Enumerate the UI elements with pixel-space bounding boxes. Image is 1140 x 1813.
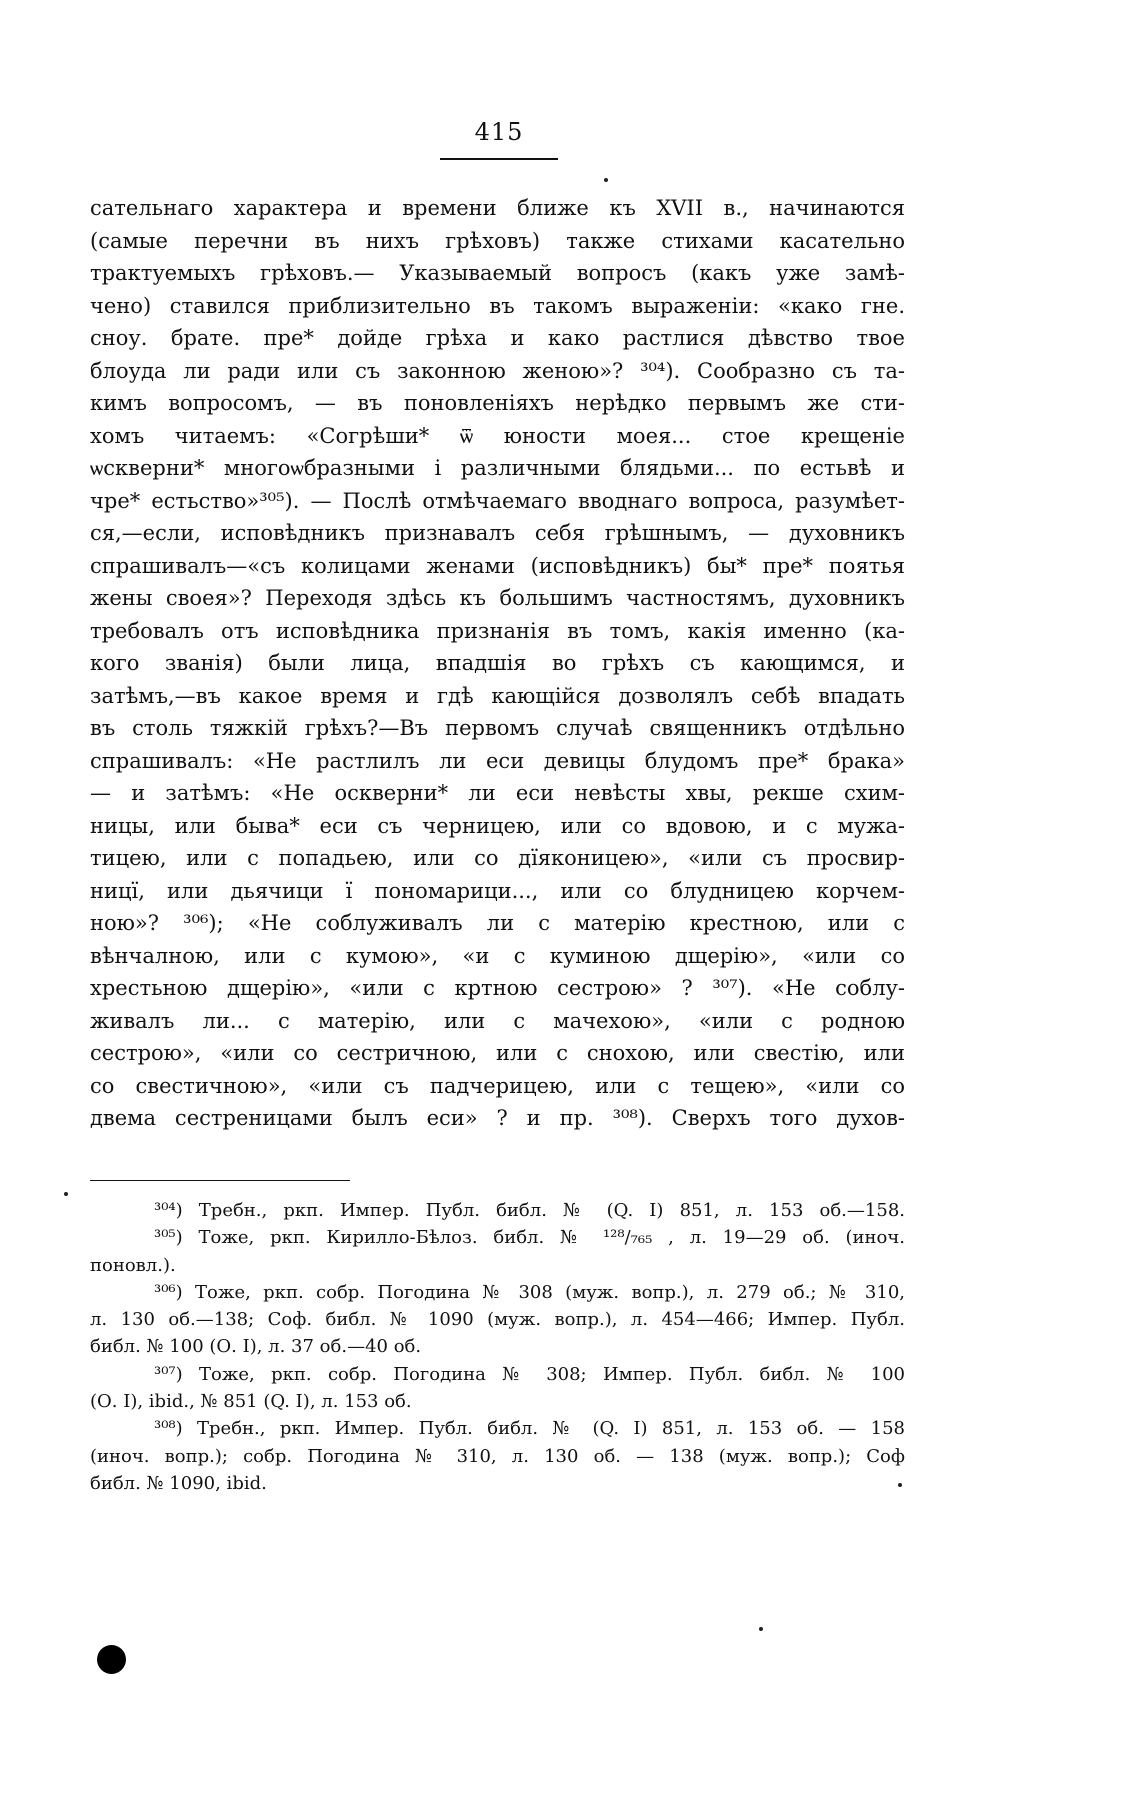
page-number: 415 xyxy=(474,118,524,146)
text-line: жены своея»? Переходя здѣсь къ большимъ частностямъ, духовникъ xyxy=(90,586,905,610)
footnote-line: ³⁰⁷) Тоже, ркп. собр. Погодина № 308; Импер. Публ. библ. № 100 xyxy=(154,1363,905,1385)
text-line: (самые перечни въ нихъ грѣховъ) также стихами касательно xyxy=(90,228,905,253)
text-line: требовалъ отъ исповѣдника признанія въ томъ, какія именно (ка- xyxy=(90,618,905,643)
footnote-line: ³⁰⁶) Тоже, ркп. собр. Погодина № 308 (муж. вопр.), л. 279 об.; № 310, xyxy=(154,1281,905,1303)
footnote-line: ³⁰⁵) Тоже, ркп. Кирилло-Бѣлоз. библ. № ¹²⁸/₇₆₅ , л. 19—29 об. (иноч. xyxy=(154,1227,905,1249)
text-line: ницы, или быва* еси съ черницею, или со вдовою, и с мужа- xyxy=(90,813,905,838)
text-line: ницї, или дьячици ї пономарици..., или со блудницею корчем- xyxy=(90,878,905,903)
text-line: ною»? ³⁰⁶); «Не соблуживалъ ли с матерію крестною, или с xyxy=(90,911,905,935)
footnote-line: библ. № 1090, ibid. xyxy=(90,1472,267,1494)
text-line: спрашивалъ: «Не растлилъ ли еси девицы блудомъ пре* брака» xyxy=(90,748,905,773)
text-line: ся,—если, исповѣдникъ признавалъ себя грѣшнымъ, — духовникъ xyxy=(90,521,905,545)
text-line: спрашивалъ—«съ колицами женами (исповѣдникъ) бы* пре* поятья xyxy=(90,553,905,578)
footnote-line: библ. № 100 (О. I), л. 37 об.—40 об. xyxy=(90,1336,422,1358)
footnote-line: (иноч. вопр.); собр. Погодина № 310, л. 130 об. — 138 (муж. вопр.); Соф xyxy=(90,1445,905,1467)
footnotes xyxy=(90,1197,905,1497)
ink-speck xyxy=(759,1627,763,1631)
text-line: чено) ставился приблизительно въ такомъ выраженіи: «како гне. xyxy=(90,293,905,318)
ink-speck xyxy=(604,178,608,182)
text-line: ѡскверни* многоѡбразными і различными блядьми... по естьвѣ и xyxy=(90,456,905,480)
text-line: кого званія) были лица, впадшія во грѣхъ съ кающимся, и xyxy=(90,651,905,675)
text-line: вѣнчалною, или с кумою», «и с куминою дщерію», «или со xyxy=(90,943,905,968)
text-line: чре* естьство»³⁰⁵). — Послѣ отмѣчаемаго вводнаго вопроса, разумѣет- xyxy=(90,488,905,513)
text-line: трактуемыхъ грѣховъ.— Указываемый вопросъ (какъ уже замѣ- xyxy=(90,261,905,285)
text-line: тицею, или с попадьею, или со дїяконицею», «или съ просвир- xyxy=(90,846,905,870)
text-line: со свестичною», «или съ падчерицею, или с тещею», «или со xyxy=(90,1073,905,1098)
text-line: сестрою», «или со сестричною, или с снохою, или свестію, или xyxy=(90,1041,905,1065)
page-number-underline xyxy=(440,158,558,160)
text-line: хомъ читаемъ: «Согрѣши* ѿ юности моея... стое крещеніе xyxy=(90,423,905,448)
text-line: въ столь тяжкій грѣхъ?—Въ первомъ случаѣ священникъ отдѣльно xyxy=(90,716,905,740)
text-line: хрестьною дщерію», «или с кртною сестрою» ? ³⁰⁷). «Не соблу- xyxy=(90,976,905,1000)
footnote-line: (О. I), ibid., № 851 (Q. I), л. 153 об. xyxy=(90,1391,412,1413)
footnote-separator xyxy=(90,1180,350,1181)
text-line: блоуда ли ради или съ законною женою»? ³⁰⁴). Сообразно съ та- xyxy=(90,358,905,383)
text-line: живалъ ли... с матерію, или с мачехою», «или с родною xyxy=(90,1008,905,1033)
footnote-line: ³⁰⁴) Требн., ркп. Импер. Публ. библ. № (Q. I) 851, л. 153 об.—158. xyxy=(154,1200,905,1221)
text-line: — и затѣмъ: «Не оскверни* ли еси невѣсты хвы, рекше схим- xyxy=(90,781,905,805)
text-line: затѣмъ,—въ какое время и гдѣ кающійся дозволялъ себѣ впадать xyxy=(90,683,905,708)
text-line: сательнаго характера и времени ближе къ XVII в., начинаются xyxy=(90,196,905,220)
footnote-line: л. 130 об.—138; Соф. библ. № 1090 (муж. вопр.), л. 454—466; Импер. Публ. xyxy=(90,1309,905,1331)
ink-blot xyxy=(97,1645,126,1674)
ink-speck xyxy=(64,1192,68,1196)
main-text xyxy=(90,192,905,1135)
footnote-line: поновл.). xyxy=(90,1254,176,1276)
footnote-line: ³⁰⁸) Требн., ркп. Импер. Публ. библ. № (Q. I) 851, л. 153 об. — 158 xyxy=(154,1418,905,1440)
text-line: двема сестреницами былъ еси» ? и пр. ³⁰⁸). Сверхъ того духов- xyxy=(90,1106,905,1130)
text-line: кимъ вопросомъ, — въ поновленіяхъ нерѣдко первымъ же сти- xyxy=(90,391,905,415)
ink-speck xyxy=(898,1483,902,1487)
text-line: сноу. брате. пре* дойде грѣха и како растлися дѣвство твое xyxy=(90,326,905,350)
